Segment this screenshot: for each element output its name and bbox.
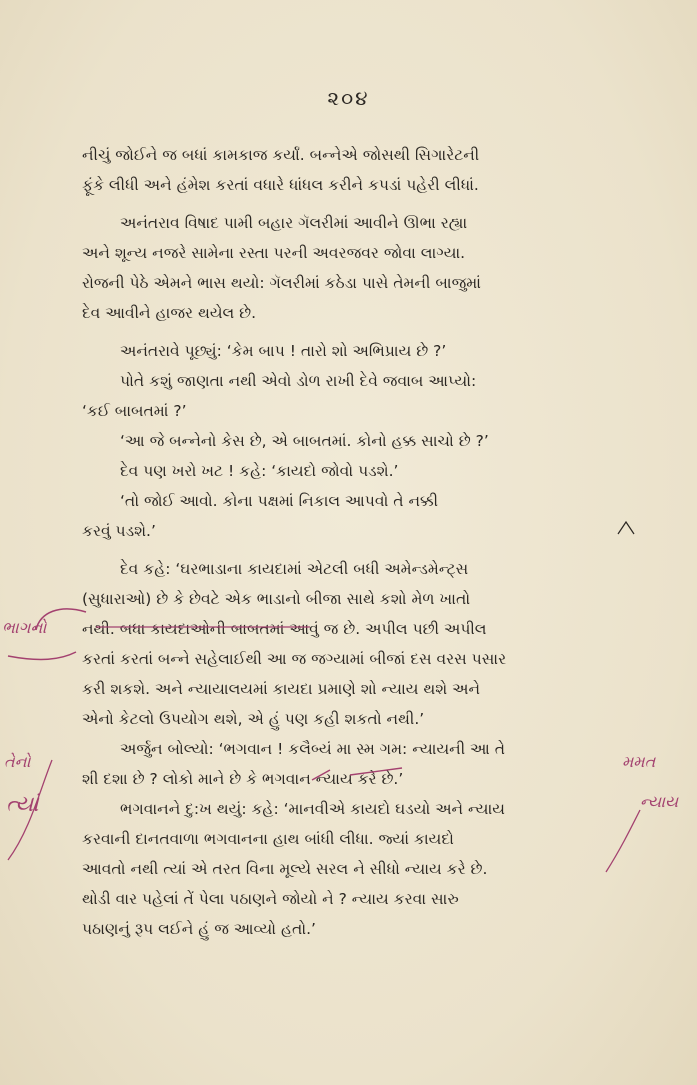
text-line: પોતે કશું જાણતા નથી એવો ડોળ રાખી દેવે જવાબ આપ્યો:: [120, 372, 477, 390]
text-line: કરતાં કરતાં બન્ને સહેલાઈથી આ જ જગ્યામાં બીજાં દસ વરસ પસાર: [82, 650, 507, 668]
text-line: ‘આ જે બન્નેનો કેસ છે, એ બાબતમાં. કોનો હક્ક સાચો છે ?’: [120, 432, 489, 450]
margin-bracket-mark: [8, 652, 76, 659]
text-line: અને શૂન્ય નજરે સામેના રસ્તા પરની અવરજવર જોવા લાગ્યા.: [82, 244, 466, 262]
text-line: અનંતરાવે પૂછ્યું: ‘કેમ બાપ ! તારો શો અભિપ્રાય છે ?’: [120, 342, 447, 360]
margin-note: ન્યાય: [640, 792, 679, 811]
text-line: રોજની પેઠે એમને ભાસ થયો: ગૅલરીમાં કઠેડા પાસે તેમની બાજુમાં: [82, 274, 481, 292]
text-line: પઠાણનું રૂપ લઈને હું જ આવ્યો હતો.’: [82, 920, 316, 938]
text-line: કરવું પડશે.’: [82, 522, 156, 540]
text-line: દેવ આવીને હાજર થયેલ છે.: [82, 304, 257, 322]
text-line: આવતો નથી ત્યાં એ તરત વિના મૂલ્યે સરલ ને સીધો ન્યાય કરે છે.: [82, 860, 488, 878]
margin-note: તેનો: [4, 752, 31, 771]
margin-note: મમત: [622, 752, 656, 771]
text-line: અર્જુન બોલ્યો: ‘ભગવાન ! કલૈબ્યં મા સ્મ ગમ: ન્યાયની આ તે: [120, 740, 505, 758]
text-line: ‘કઈ બાબતમાં ?’: [82, 402, 187, 420]
text-line: ભગવાનને દુ:ખ થયું: કહે: ‘માનવીએ કાયદો ઘડયો અને ન્યાય: [120, 800, 505, 818]
text-line: અનંતરાવ વિષાદ પામી બહાર ગૅલરીમાં આવીને ઊભા રહ્યા: [120, 214, 468, 232]
margin-note: ભાગનો: [2, 618, 47, 637]
text-line: ‘તો જોઈ આવો. કોના પક્ષમાં નિકાલ આપવો તે નક્કી: [120, 492, 439, 510]
text-line: શી દશા છે ? લોકો માને છે કે ભગવાન ન્યાય કરે છે.’: [82, 770, 404, 788]
text-line: કરવાની દાનતવાળા ભગવાનના હાથ બાંધી લીધા. જ્યાં કાયદો: [82, 830, 454, 848]
text-line: કરી શકશે. અને ન્યાયાલયમાં કાયદા પ્રમાણે શો ન્યાય થશે અને: [82, 680, 481, 698]
text-line: થોડી વાર પહેલાં તેં પેલા પઠાણને જોયો ને ? ન્યાય કરવા સારુ: [82, 890, 459, 908]
text-line: નથી. બધા કાયદાઓની બાબતમાં આવું જ છે. અપીલ પછી અપીલ: [82, 620, 487, 638]
body-text: [82, 140, 642, 944]
text-line: (સુધારાઓ) છે કે છેવટે એક ભાડાનો બીજા સાથે કશો મેળ ખાતો: [82, 590, 471, 608]
text-line: ફૂંકે લીધી અને હંમેશ કરતાં વધારે ધાંધલ કરીને કપડાં પહેરી લીધાં.: [82, 176, 479, 194]
text-line: દેવ કહે: ‘ઘરભાડાના કાયદામાં એટલી બધી અમેન્ડમેન્ટ્સ: [120, 560, 469, 578]
margin-note: ત્યાં: [6, 792, 39, 817]
text-line: નીચું જોઈને જ બધાં કામકાજ કર્યાં. બન્નેએ જોસથી સિગારેટની: [82, 146, 480, 164]
text-line: એનો કેટલો ઉપયોગ થશે, એ હું પણ કહી શકતો નથી.’: [82, 710, 425, 728]
text-line: દેવ પણ ખરો ખટ ! કહે: ‘કાયદો જોવો પડશે.’: [120, 462, 399, 480]
page-number: ૨૦૪: [327, 86, 370, 110]
